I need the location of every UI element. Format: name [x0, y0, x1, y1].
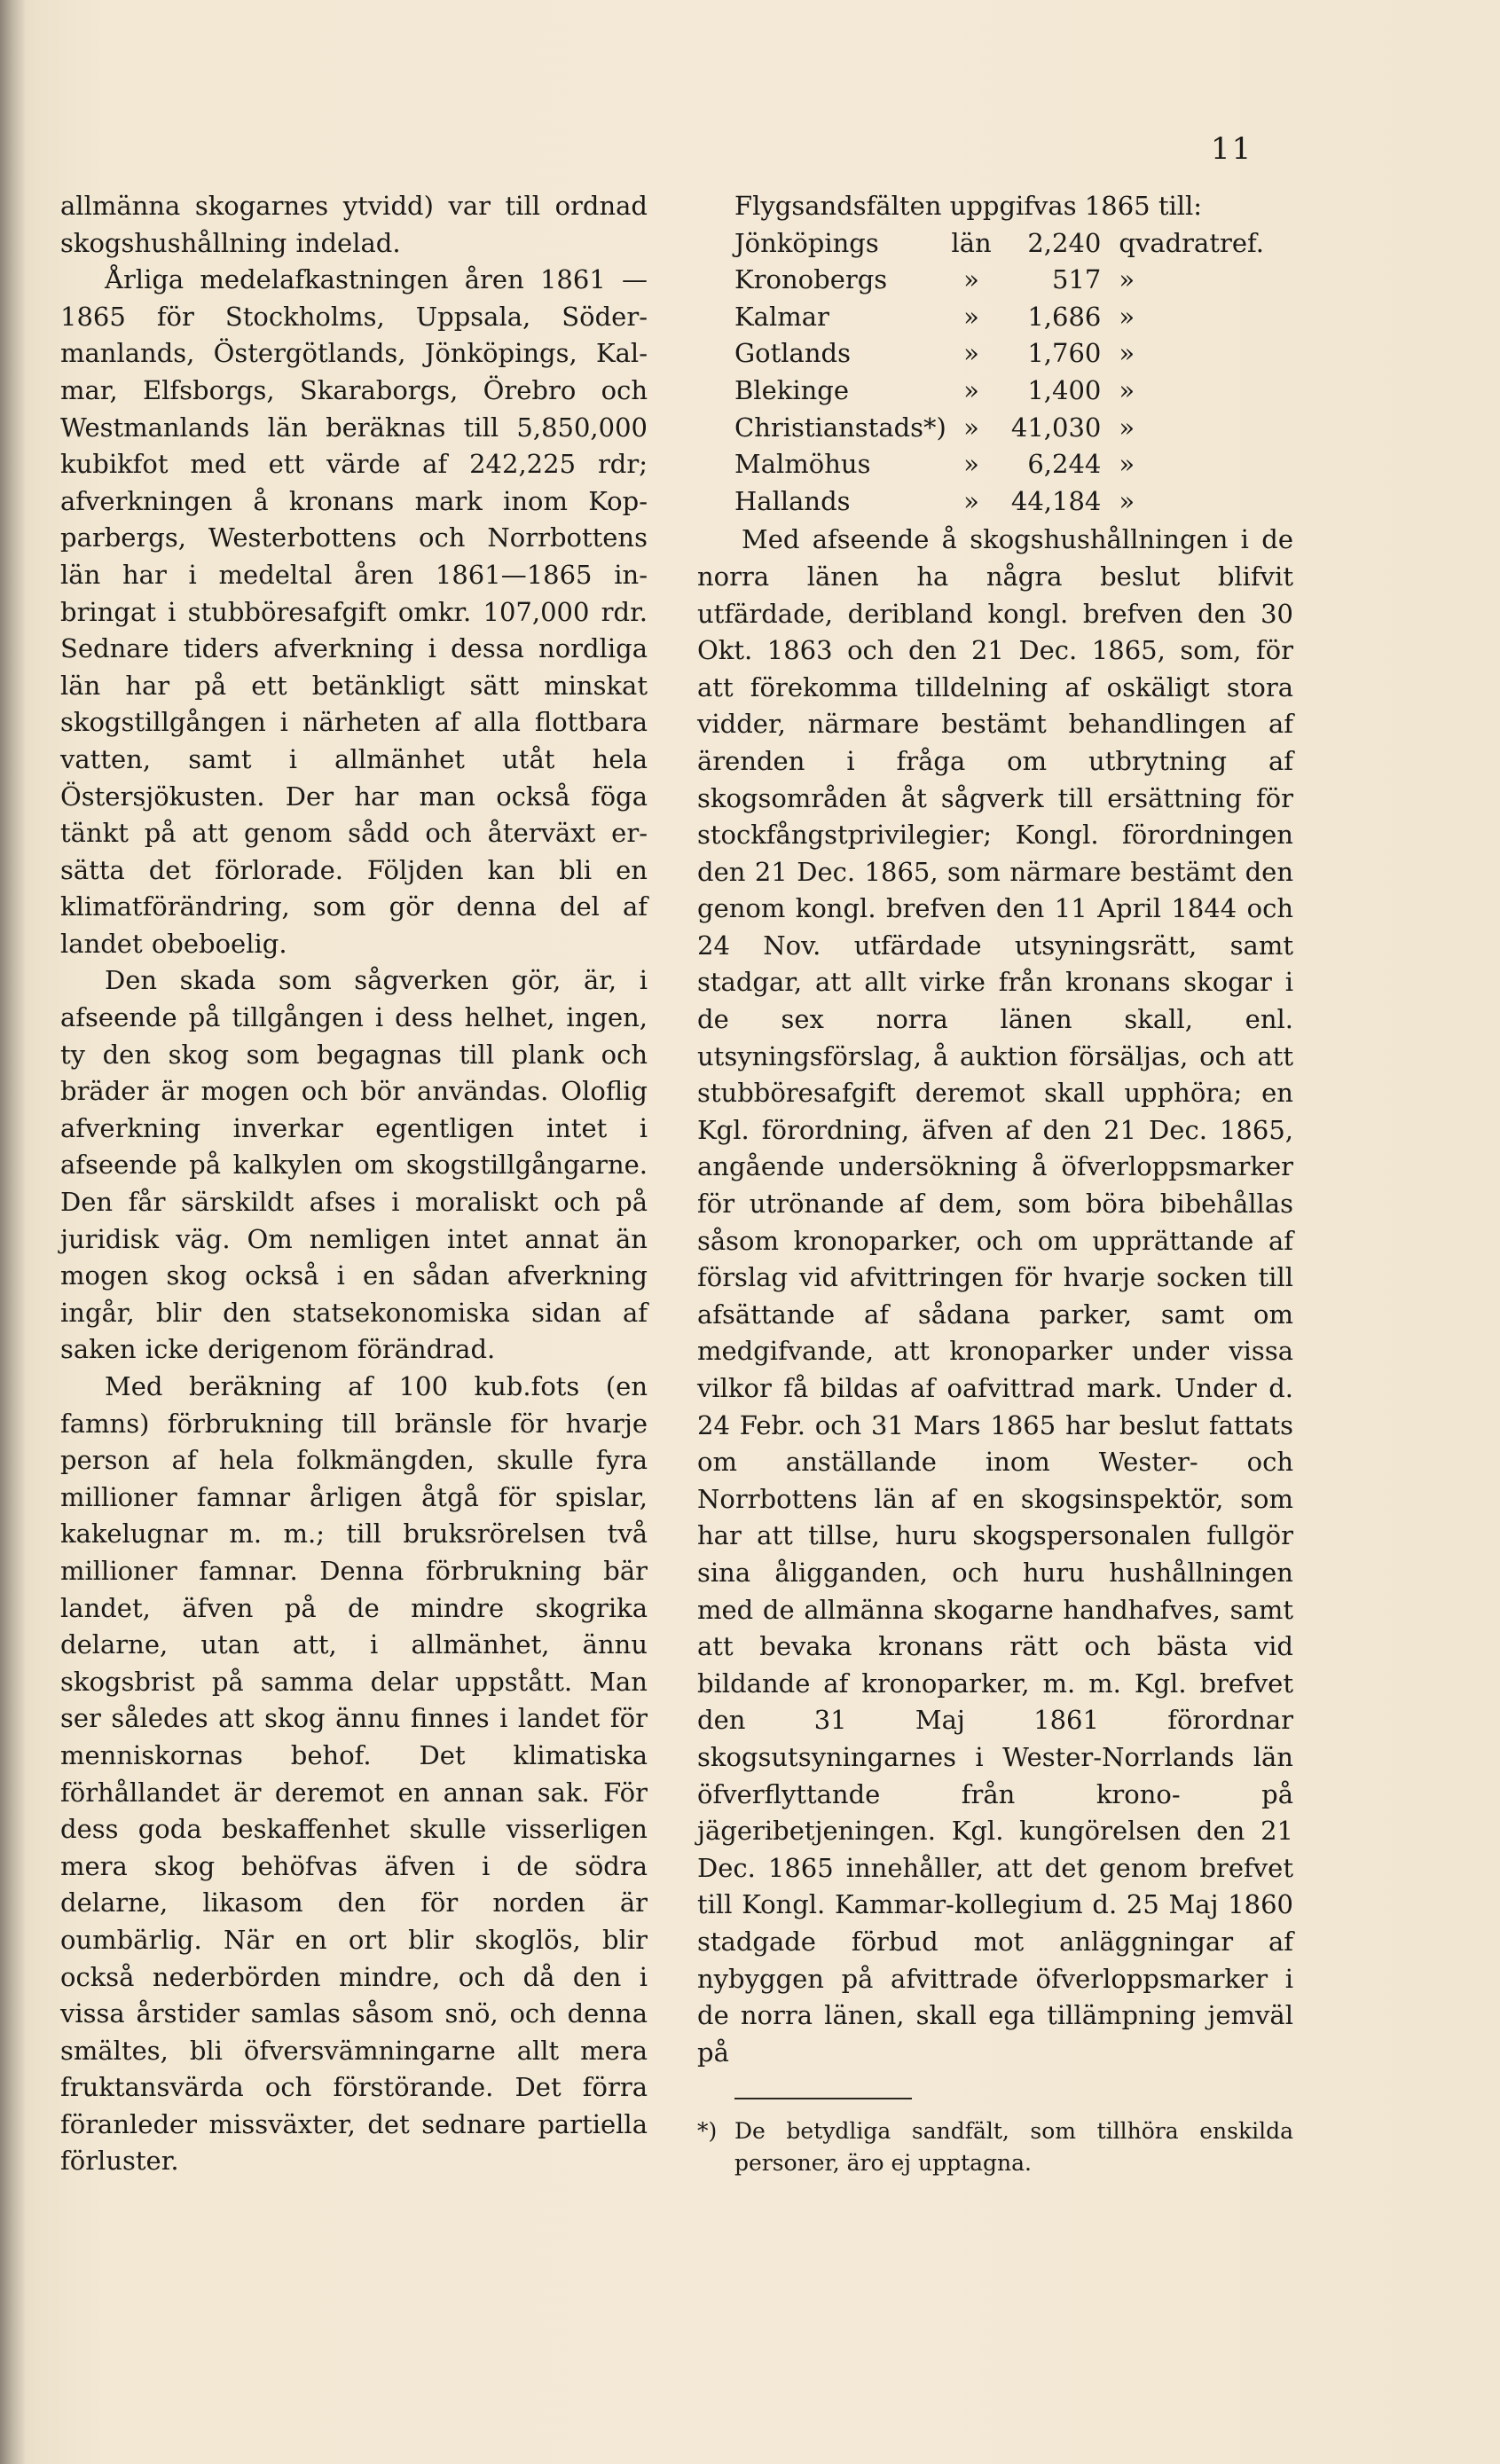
- sand-table-county: Blekinge: [734, 374, 849, 405]
- footnote-rule: [734, 2098, 912, 2099]
- sand-table-row: [734, 299, 1293, 336]
- sand-table-row: [734, 335, 1293, 373]
- sand-table-county: Hallands: [734, 485, 851, 516]
- sand-table-value: 1,400: [1027, 374, 1102, 405]
- sand-table-unit: »: [1119, 374, 1135, 405]
- sand-table-unit: »: [1119, 338, 1135, 369]
- sand-table-unit: »: [1119, 264, 1135, 295]
- sand-table-value: 1,760: [1027, 338, 1102, 369]
- sand-table-row: [734, 262, 1293, 299]
- sand-table-value: 1,686: [1027, 301, 1102, 332]
- sand-fields-intro: Flygsandsfälten uppgifvas 1865 till:: [734, 191, 1203, 221]
- sand-table-mark: län: [951, 227, 992, 258]
- sand-table-mark: »: [963, 374, 979, 405]
- sand-table-mark: »: [963, 264, 979, 295]
- right-paragraph: Med afseende å skogshushållningen i de norra länen ha några beslut blifvit utfärdade, deribland kongl. brefven den 30 Okt. 1863 och den 21 Dec. 1865, som, för att förekomma tilldelning af oskäligt stora vidder, närmare bestämt behandlingen af ärenden i fråga om utbrytning af skogsområden åt sågverk till ersättning för stockfångstprivilegier; Kongl. förordningen den 21 Dec. 1865, som närmare bestämt den genom kongl. brefven den 11 April 1844 och 24 Nov. utfärdade utsyningsrätt, samt stadgar, att allt virke från kronans skogar i de sex norra länen skall, enl. utsyningsförslag, å auktion försäljas, och att stubböresafgift deremot skall upphöra; en Kgl. förordning, äfven af den 21 Dec. 1865, angående undersökning å öfverloppsmarker för utrönande af dem, som böra bibehållas såsom kronoparker, och om upprättande af förslag vid afvittringen för hvarje socken till afsättande af sådana parker, samt om medgifvande, att kronoparker under vissa vilkor få bildas af oafvittrad mark. Under d. 24 Febr. och 31 Mars 1865 har beslut fattats om anställande inom Wester- och Norrbottens län af en skogsinspektör, som har att tillse, huru skogspersonalen fullgör sina åligganden, och huru hushållningen med de allmänna skogarne handhafves, samt att bevaka kronans rätt och bästa vid bildande af kronoparker, m. m. Kgl. brefvet den 31 Maj 1861 förordnar skogsutsyningarnes i Wester-Norrlands län öfverflyttande från krono- på jägeribetjeningen. Kgl. kungörelsen den 21 Dec. 1865 innehåller, att det genom brefvet till Kongl. Kammar-kollegium d. 25 Maj 1860 stadgade förbud mot anläggningar af nybyggen på afvittrade öfverloppsmarker i de norra länen, skall ega tillämpning jemväl på: [697, 524, 1293, 2068]
- sand-table-county: Kalmar: [734, 301, 829, 332]
- sand-table-unit: »: [1119, 449, 1135, 480]
- page-binding-shadow: [0, 0, 25, 2464]
- sand-table-county: Malmöhus: [734, 449, 871, 480]
- footnote: [697, 2115, 1293, 2179]
- sand-table-value: 44,184: [1010, 485, 1102, 516]
- sand-table-row: [734, 373, 1293, 410]
- left-paragraph-2: Årliga medelafkastningen åren 1861 —1865 för Stockholms, Uppsala, Södermanlands, Östergötlands, Jönköpings, Kalmar, Elfsborgs, Skaraborgs, Örebro och Westmanlands län beräknas till 5,850,000 kubikfot med ett värde af 242,225 rdr; afverkningen å kronans mark inom Kopparbergs, Westerbottens och Norrbottens län har i medeltal åren 1861—1865 inbringat i stubböresafgift omkr. 107,000 rdr. Sednare tiders afverkning i dessa nordliga län har på ett betänkligt sätt minskat skogstillgången i närheten af alla flottbara vatten, samt i allmänhet utåt hela Östersjökusten. Der har man också föga tänkt på att genom sådd och återväxt ersätta det förlorade. Följden kan bli en klimatförändring, som gör denna del af landet obeboelig.: [60, 264, 648, 959]
- sand-fields-table: [734, 225, 1293, 521]
- sand-table-unit: »: [1119, 301, 1135, 332]
- left-column: [60, 188, 648, 2180]
- footnote-text: De betydliga sandfält, som tillhöra enskilda personer, äro ej upptagna.: [734, 2118, 1293, 2177]
- sand-table-value: 2,240: [1027, 227, 1102, 258]
- sand-table-row: [734, 225, 1293, 263]
- left-paragraph-4: Med beräkning af 100 kub.fots (en famns) förbrukning till bränsle för hvarje person af hela folkmängden, skulle fyra millioner famnar årligen åtgå för spislar, kakelugnar m. m.; till bruksrörelsen två millioner famnar. Denna förbrukning bär landet, äfven på de mindre skogrika delarne, utan att, i allmänhet, ännu skogsbrist på samma delar uppstått. Man ser således att skog ännu finnes i landet för menniskornas behof. Det klimatiska förhållandet är deremot en annan sak. För dess goda beskaffenhet skulle visserligen mera skog behöfvas äfven i de södra delarne, likasom den för norden är oumbärlig. När en ort blir skoglös, blir också nederbörden mindre, och då den i vissa årstider samlas såsom snö, och denna smältes, bli öfversvämningarne allt mera fruktansvärda och förstörande. Det förra föranleder missväxter, det sednare partiella förluster.: [60, 1371, 648, 2177]
- left-paragraph-3: Den skada som sågverken gör, är, i afseende på tillgången i dess helhet, ingen, ty den skog som begagnas till plank och bräder är mogen och bör användas. Oloflig afverkning inverkar egentligen intet i afseende på kalkylen om skogstillgångarne. Den får särskildt afses i moraliskt och på juridisk väg. Om nemligen intet annat än mogen skog också i en sådan afverkning ingår, blir den statsekonomiska sidan af saken icke derigenom förändrad.: [60, 965, 648, 1365]
- sand-table-value: 41,030: [1010, 412, 1102, 443]
- sand-table-row: [734, 483, 1293, 521]
- right-column: [697, 188, 1293, 2179]
- sand-table-row: [734, 410, 1293, 447]
- sand-table-value: 517: [1052, 264, 1102, 295]
- sand-table-mark: »: [963, 485, 979, 516]
- sand-table-mark: »: [963, 338, 979, 369]
- page-number: 11: [1211, 131, 1253, 167]
- sand-table-county: Christianstads*): [734, 412, 946, 443]
- sand-table-mark: »: [963, 412, 979, 443]
- footnote-mark: *): [697, 2118, 718, 2145]
- left-paragraph-1: allmänna skogarnes ytvidd) var till ordnad skogshushållning indelad.: [60, 191, 648, 258]
- sand-table-unit: »: [1119, 485, 1135, 516]
- sand-table-county: Jönköpings: [734, 227, 879, 258]
- sand-table-unit: »: [1119, 412, 1135, 443]
- sand-table-value: 6,244: [1027, 449, 1102, 480]
- sand-table-county: Kronobergs: [734, 264, 888, 295]
- sand-table-mark: »: [963, 449, 979, 480]
- sand-table-unit: qvadratref.: [1119, 227, 1264, 258]
- sand-table-row: [734, 446, 1293, 483]
- sand-table-county: Gotlands: [734, 338, 851, 369]
- sand-table-mark: »: [963, 301, 979, 332]
